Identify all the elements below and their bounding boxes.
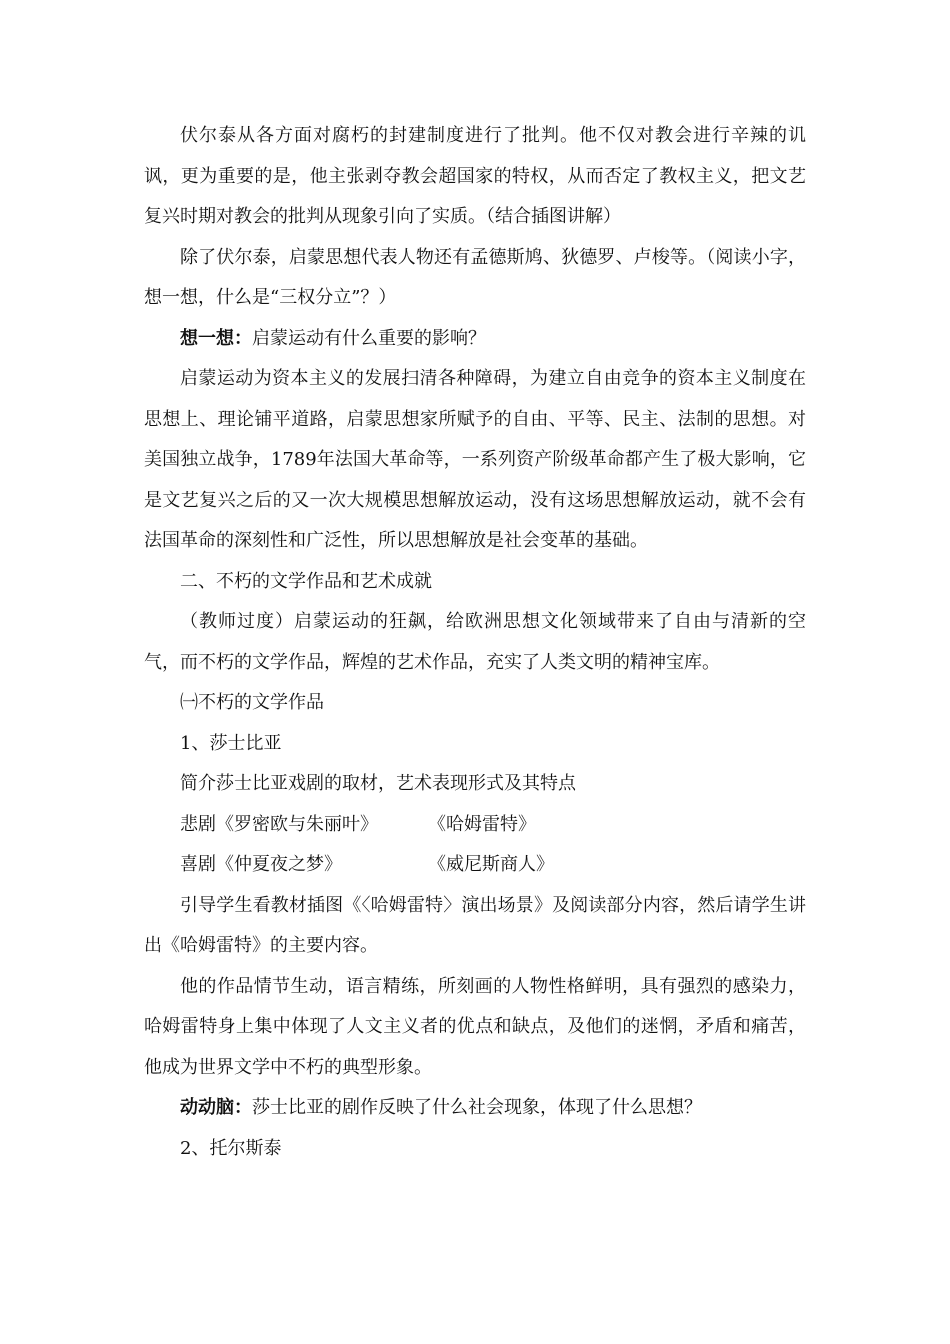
section-heading-literature-art: 二、不朽的文学作品和艺术成就 <box>180 570 432 592</box>
item-heading-tolstoy: 2、托尔斯泰 <box>180 1137 282 1159</box>
paragraph-shakespeare-intro: 简介莎士比亚戏剧的取材，艺术表现形式及其特点 <box>180 773 576 794</box>
think-label: 想一想： <box>180 327 252 349</box>
tragedy-works-line <box>144 805 806 846</box>
tragedy-left: 悲剧《罗密欧与朱丽叶》 <box>180 813 378 835</box>
comedy-right: 《威尼斯商人》 <box>428 854 554 875</box>
brainstorm-label: 动动脑： <box>180 1097 252 1118</box>
paragraph-enlightenment-impact: 启蒙运动为资本主义的发展扫清各种障碍，为建立自由竞争的资本主义制度在思想上、理论铺平道路，启蒙思想家所赋予的自由、平等、民主、法制的思想。对美国独立战争，1789年法国大革命等，一系列资产阶级革命都产生了极大影响，它是文艺复兴之后的又一次大规模思想解放运动，没有这场思想解放运动，就不会有法国革命的深刻性和广泛性，所以思想解放是社会变革的基础。 <box>144 368 806 551</box>
subsection-heading-literature: ㈠不朽的文学作品 <box>180 692 324 713</box>
paragraph-enlightenment-thinkers: 除了伏尔泰，启蒙思想代表人物还有孟德斯鸠、狄德罗、卢梭等。（阅读小字，想一想，什么是“三权分立”？） <box>144 246 806 308</box>
paragraph-think-question <box>144 319 806 360</box>
paragraph-teacher-transition: （教师过度）启蒙运动的狂飙，给欧洲思想文化领域带来了自由与清新的空气，而不朽的文学作品，辉煌的艺术作品，充实了人类文明的精神宝库。 <box>144 611 806 673</box>
brainstorm-question-text: 莎士比亚的剧作反映了什么社会现象，体现了什么思想？ <box>252 1097 702 1118</box>
think-question-text: 启蒙运动有什么重要的影响？ <box>252 327 486 349</box>
document-body <box>144 116 806 1169</box>
tragedy-right: 《哈姆雷特》 <box>428 813 536 835</box>
paragraph-hamlet-analysis: 他的作品情节生动，语言精练，所刻画的人物性格鲜明，具有强烈的感染力，哈姆雷特身上集中体现了人文主义者的优点和缺点，及他们的迷惘，矛盾和痛苦，他成为世界文学中不朽的典型形象。 <box>144 975 806 1078</box>
comedy-left: 喜剧《仲夏夜之梦》 <box>180 854 342 875</box>
comedy-works-line <box>144 845 806 886</box>
item-heading-shakespeare: 1、莎士比亚 <box>180 732 282 754</box>
paragraph-voltaire-critique: 伏尔泰从各方面对腐朽的封建制度进行了批判。他不仅对教会进行辛辣的讥讽，更为重要的是，他主张剥夺教会超国家的特权，从而否定了教权主义，把文艺复兴时期对教会的批判从现象引向了实质。（结合插图讲解） <box>144 125 806 227</box>
paragraph-hamlet-guide: 引导学生看教材插图《〈哈姆雷特〉演出场景》及阅读部分内容，然后请学生讲出《哈姆雷特》的主要内容。 <box>144 894 806 956</box>
paragraph-brainstorm-question <box>144 1088 806 1129</box>
